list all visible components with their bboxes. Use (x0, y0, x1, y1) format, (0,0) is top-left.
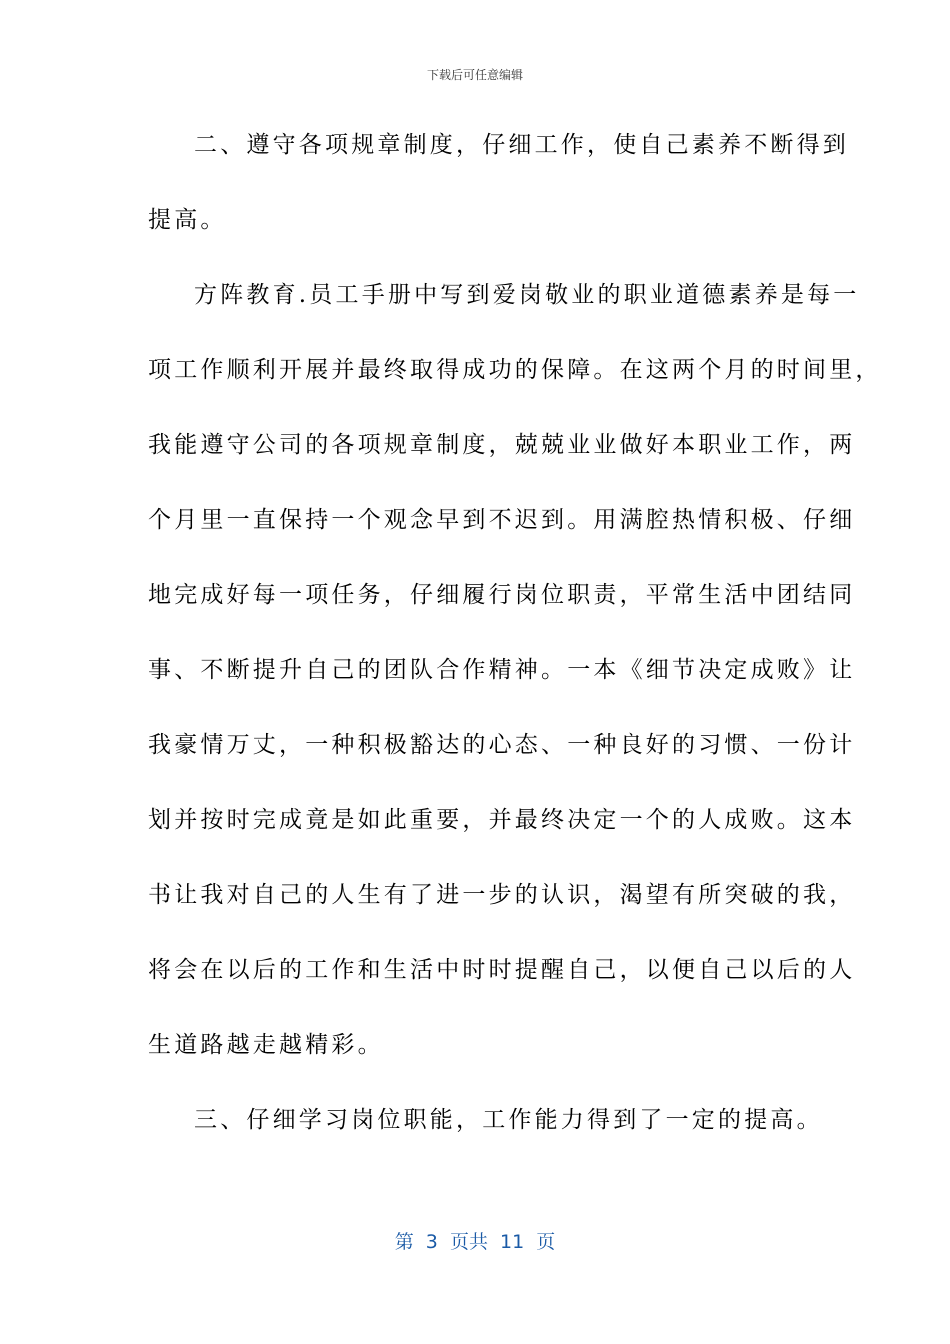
paragraph-line: 项工作顺利开展并最终取得成功的保障。在这两个月的时间里， (148, 357, 882, 383)
paragraph-line: 事、不断提升自己的团队合作精神。一本《细节决定成败》让 (148, 657, 856, 683)
page-number-footer: 第 3 页共 11 页 (394, 1231, 556, 1253)
paragraph-line: 我豪情万丈，一种积极豁达的心态、一种良好的习惯、一份计 (148, 732, 856, 758)
paragraph-line: 三、仔细学习岗位职能，工作能力得到了一定的提高。 (194, 1107, 823, 1133)
paragraph-line: 书让我对自己的人生有了进一步的认识，渴望有所突破的我， (148, 882, 856, 908)
paragraph-line: 方阵教育.员工手册中写到爱岗敬业的职业道德素养是每一 (194, 282, 860, 308)
paragraph-line: 生道路越走越精彩。 (148, 1032, 384, 1058)
paragraph-line: 提高。 (148, 207, 227, 233)
header-note: 下载后可任意编辑 (426, 68, 523, 82)
paragraph-line: 地完成好每一项任务，仔细履行岗位职责，平常生活中团结同 (148, 582, 856, 608)
paragraph-line: 划并按时完成竟是如此重要，并最终决定一个的人成败。这本 (148, 807, 856, 833)
paragraph-line: 个月里一直保持一个观念早到不迟到。用满腔热情积极、仔细 (148, 507, 856, 533)
paragraph-line: 将会在以后的工作和生活中时时提醒自己，以便自己以后的人 (148, 957, 856, 983)
paragraph-line: 二、遵守各项规章制度，仔细工作，使自己素养不断得到 (194, 132, 849, 158)
paragraph-line: 我能遵守公司的各项规章制度，兢兢业业做好本职业工作，两 (148, 432, 856, 458)
